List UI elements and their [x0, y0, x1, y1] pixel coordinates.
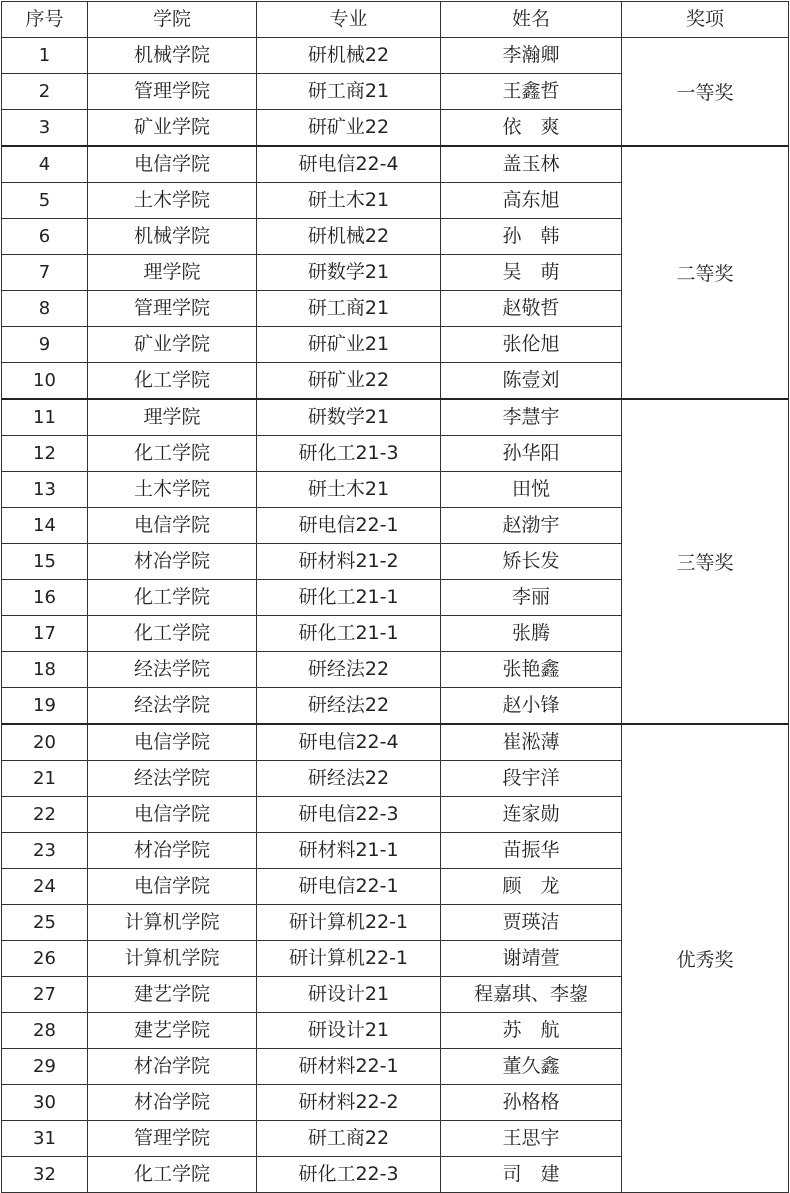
major-cell: 研机械22	[257, 38, 441, 74]
major-cell: 研化工21-3	[257, 436, 441, 472]
major-cell: 研经法22	[257, 761, 441, 797]
major-cell: 研材料22-1	[257, 1049, 441, 1085]
row-number-cell: 10	[2, 363, 88, 400]
major-cell: 研机械22	[257, 219, 441, 255]
college-cell: 建艺学院	[88, 977, 257, 1013]
name-cell: 苏 航	[441, 1013, 622, 1049]
row-number-cell: 24	[2, 869, 88, 905]
name-cell: 程嘉琪、李鋆	[441, 977, 622, 1013]
row-number-cell: 29	[2, 1049, 88, 1085]
row-number-cell: 27	[2, 977, 88, 1013]
name-cell: 王思宇	[441, 1121, 622, 1157]
row-number-cell: 25	[2, 905, 88, 941]
name-cell: 李瀚卿	[441, 38, 622, 74]
name-cell: 司 建	[441, 1157, 622, 1193]
row-number-cell: 13	[2, 472, 88, 508]
major-cell: 研工商21	[257, 74, 441, 110]
name-cell: 吴 萌	[441, 255, 622, 291]
row-number-cell: 4	[2, 146, 88, 183]
name-cell: 高东旭	[441, 183, 622, 219]
name-cell: 董久鑫	[441, 1049, 622, 1085]
row-number-cell: 7	[2, 255, 88, 291]
major-cell: 研电信22-1	[257, 508, 441, 544]
award-table	[1, 1, 789, 1193]
college-cell: 管理学院	[88, 74, 257, 110]
college-cell: 计算机学院	[88, 941, 257, 977]
major-cell: 研矿业22	[257, 363, 441, 400]
header-row	[2, 2, 789, 38]
college-cell: 材冶学院	[88, 1049, 257, 1085]
college-cell: 化工学院	[88, 616, 257, 652]
college-cell: 机械学院	[88, 38, 257, 74]
row-number-cell: 23	[2, 833, 88, 869]
name-cell: 张伦旭	[441, 327, 622, 363]
major-cell: 研设计21	[257, 977, 441, 1013]
major-cell: 研材料21-2	[257, 544, 441, 580]
row-number-cell: 8	[2, 291, 88, 327]
name-cell: 赵渤宇	[441, 508, 622, 544]
name-cell: 陈壹刘	[441, 363, 622, 400]
award-cell: 优秀奖	[622, 724, 789, 1193]
major-cell: 研设计21	[257, 1013, 441, 1049]
award-cell: 二等奖	[622, 146, 789, 399]
name-cell: 孙华阳	[441, 436, 622, 472]
major-cell: 研数学21	[257, 399, 441, 436]
name-cell: 段宇洋	[441, 761, 622, 797]
major-cell: 研土木21	[257, 472, 441, 508]
name-cell: 依 爽	[441, 110, 622, 147]
college-cell: 理学院	[88, 255, 257, 291]
row-number-cell: 11	[2, 399, 88, 436]
name-cell: 李慧宇	[441, 399, 622, 436]
name-cell: 苗振华	[441, 833, 622, 869]
college-cell: 材冶学院	[88, 1085, 257, 1121]
row-number-cell: 21	[2, 761, 88, 797]
award-cell: 一等奖	[622, 38, 789, 147]
row-number-cell: 18	[2, 652, 88, 688]
college-cell: 经法学院	[88, 688, 257, 725]
major-cell: 研工商22	[257, 1121, 441, 1157]
college-cell: 管理学院	[88, 1121, 257, 1157]
college-cell: 电信学院	[88, 146, 257, 183]
name-cell: 谢靖萱	[441, 941, 622, 977]
row-number-cell: 6	[2, 219, 88, 255]
college-cell: 化工学院	[88, 1157, 257, 1193]
college-cell: 管理学院	[88, 291, 257, 327]
college-cell: 矿业学院	[88, 327, 257, 363]
row-number-cell: 26	[2, 941, 88, 977]
table-body	[2, 38, 789, 1193]
row-number-cell: 19	[2, 688, 88, 725]
name-cell: 张腾	[441, 616, 622, 652]
college-cell: 理学院	[88, 399, 257, 436]
row-number-cell: 15	[2, 544, 88, 580]
college-cell: 化工学院	[88, 436, 257, 472]
major-cell: 研计算机22-1	[257, 941, 441, 977]
name-cell: 顾 龙	[441, 869, 622, 905]
college-cell: 电信学院	[88, 724, 257, 761]
name-cell: 田悦	[441, 472, 622, 508]
name-cell: 连家勋	[441, 797, 622, 833]
row-number-cell: 3	[2, 110, 88, 147]
table-row	[2, 146, 789, 183]
college-cell: 电信学院	[88, 797, 257, 833]
college-cell: 矿业学院	[88, 110, 257, 147]
row-number-cell: 28	[2, 1013, 88, 1049]
major-cell: 研化工21-1	[257, 580, 441, 616]
row-number-cell: 17	[2, 616, 88, 652]
major-cell: 研电信22-4	[257, 724, 441, 761]
major-cell: 研经法22	[257, 652, 441, 688]
name-cell: 孙 韩	[441, 219, 622, 255]
college-cell: 电信学院	[88, 869, 257, 905]
name-cell: 盖玉林	[441, 146, 622, 183]
name-cell: 崔淞薄	[441, 724, 622, 761]
row-number-cell: 14	[2, 508, 88, 544]
table-row	[2, 399, 789, 436]
row-number-cell: 9	[2, 327, 88, 363]
college-cell: 土木学院	[88, 183, 257, 219]
row-number-cell: 12	[2, 436, 88, 472]
name-cell: 贾瑛洁	[441, 905, 622, 941]
row-number-cell: 2	[2, 74, 88, 110]
row-number-cell: 16	[2, 580, 88, 616]
name-cell: 孙格格	[441, 1085, 622, 1121]
table-row	[2, 724, 789, 761]
row-number-cell: 5	[2, 183, 88, 219]
college-cell: 电信学院	[88, 508, 257, 544]
major-cell: 研材料22-2	[257, 1085, 441, 1121]
major-cell: 研数学21	[257, 255, 441, 291]
header-award: 奖项	[622, 2, 789, 38]
college-cell: 经法学院	[88, 652, 257, 688]
major-cell: 研矿业22	[257, 110, 441, 147]
name-cell: 张艳鑫	[441, 652, 622, 688]
major-cell: 研化工21-1	[257, 616, 441, 652]
row-number-cell: 31	[2, 1121, 88, 1157]
college-cell: 化工学院	[88, 580, 257, 616]
name-cell: 矫长发	[441, 544, 622, 580]
row-number-cell: 1	[2, 38, 88, 74]
major-cell: 研土木21	[257, 183, 441, 219]
header-name: 姓名	[441, 2, 622, 38]
college-cell: 化工学院	[88, 363, 257, 400]
header-major: 专业	[257, 2, 441, 38]
header-college: 学院	[88, 2, 257, 38]
name-cell: 王鑫哲	[441, 74, 622, 110]
table-row	[2, 38, 789, 74]
college-cell: 材冶学院	[88, 833, 257, 869]
major-cell: 研化工22-3	[257, 1157, 441, 1193]
college-cell: 土木学院	[88, 472, 257, 508]
name-cell: 李丽	[441, 580, 622, 616]
row-number-cell: 30	[2, 1085, 88, 1121]
row-number-cell: 22	[2, 797, 88, 833]
award-cell: 三等奖	[622, 399, 789, 724]
major-cell: 研材料21-1	[257, 833, 441, 869]
major-cell: 研工商21	[257, 291, 441, 327]
major-cell: 研矿业21	[257, 327, 441, 363]
row-number-cell: 32	[2, 1157, 88, 1193]
major-cell: 研经法22	[257, 688, 441, 725]
name-cell: 赵小锋	[441, 688, 622, 725]
row-number-cell: 20	[2, 724, 88, 761]
major-cell: 研电信22-1	[257, 869, 441, 905]
college-cell: 材冶学院	[88, 544, 257, 580]
header-no: 序号	[2, 2, 88, 38]
college-cell: 经法学院	[88, 761, 257, 797]
major-cell: 研电信22-3	[257, 797, 441, 833]
name-cell: 赵敬哲	[441, 291, 622, 327]
college-cell: 建艺学院	[88, 1013, 257, 1049]
college-cell: 计算机学院	[88, 905, 257, 941]
major-cell: 研计算机22-1	[257, 905, 441, 941]
major-cell: 研电信22-4	[257, 146, 441, 183]
college-cell: 机械学院	[88, 219, 257, 255]
